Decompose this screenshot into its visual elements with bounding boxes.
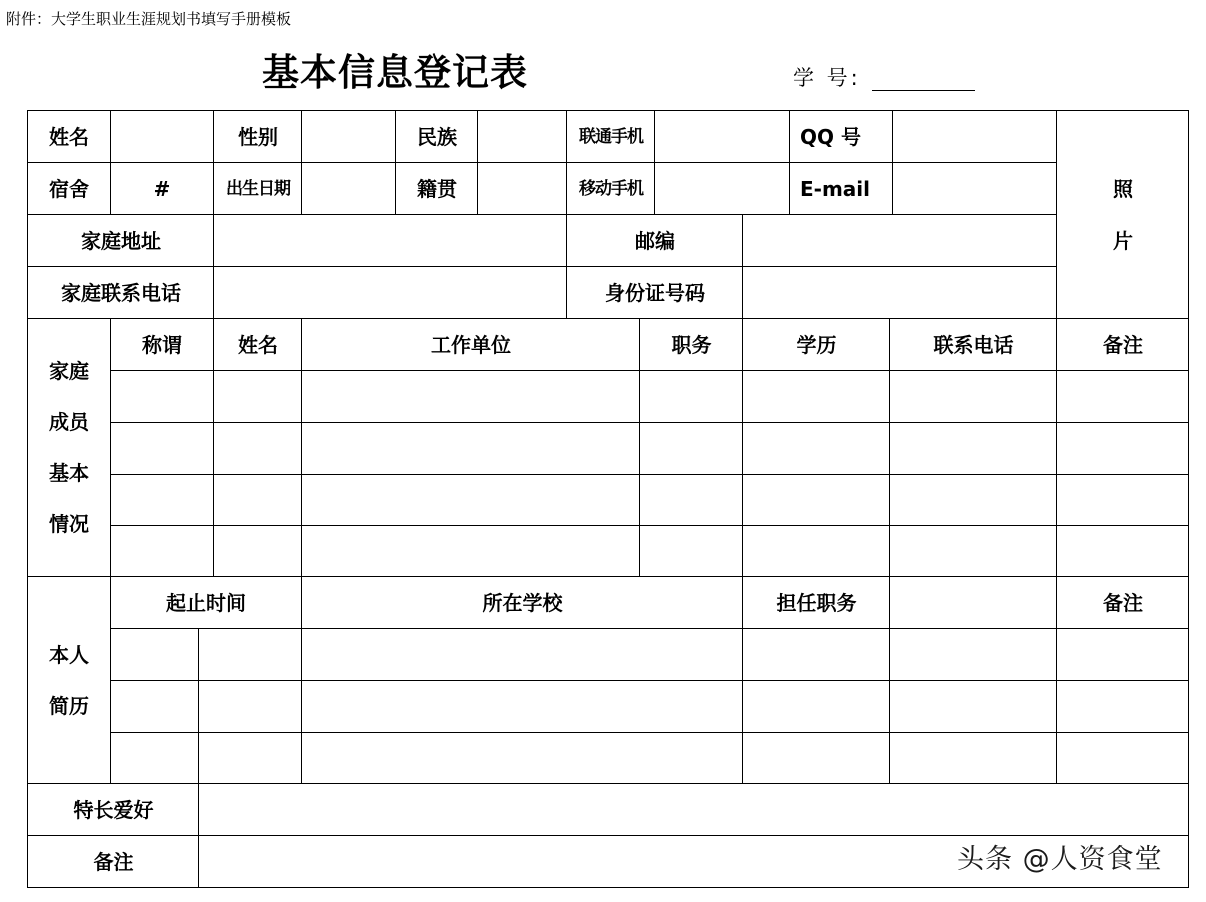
dorm-hash: # <box>153 177 171 201</box>
gender-label: 性别 <box>238 125 278 149</box>
table-line <box>110 318 111 783</box>
table-line <box>110 110 111 214</box>
name-label: 姓名 <box>49 125 89 149</box>
watermark-text: 头条 @人资食堂 <box>957 844 1163 875</box>
table-line <box>27 162 1057 163</box>
table-line <box>889 318 890 783</box>
resume-header-school: 所在学校 <box>482 591 563 615</box>
table-line <box>27 110 1189 111</box>
resume-section-label <box>28 577 110 784</box>
table-line <box>27 576 1189 577</box>
resume-header-position: 担任职务 <box>776 591 857 615</box>
table-line <box>198 783 199 887</box>
table-line <box>27 835 1189 836</box>
family-header-employer: 工作单位 <box>431 333 511 357</box>
photo-label <box>1057 163 1189 267</box>
table-line <box>110 525 1189 526</box>
remarks-label: 备注 <box>93 850 134 874</box>
document-caption: 附件：大学生职业生涯规划书填写手册模板 <box>6 10 292 28</box>
home-address-label: 家庭地址 <box>81 229 161 253</box>
unicom-phone-label: 联通手机 <box>579 126 643 147</box>
family-header-remarks: 备注 <box>1103 333 1143 357</box>
family-label-line-1: 家庭 <box>49 359 89 383</box>
family-label-line-4: 情况 <box>49 512 89 536</box>
postcode-label: 邮编 <box>635 229 675 253</box>
table-line <box>110 680 1189 681</box>
table-line <box>198 628 199 783</box>
ethnicity-label: 民族 <box>417 125 457 149</box>
student-id-blank[interactable] <box>872 90 975 91</box>
table-line <box>27 887 1189 888</box>
table-line <box>395 110 396 214</box>
resume-label-line-2: 简历 <box>49 693 89 718</box>
id-number-label: 身份证号码 <box>605 281 705 305</box>
table-line <box>27 318 1189 319</box>
table-line <box>566 110 567 214</box>
table-line <box>742 214 743 318</box>
photo-label-line-2: 片 <box>1113 229 1133 253</box>
table-line <box>1056 318 1057 783</box>
table-line <box>301 318 302 783</box>
table-line <box>1056 110 1057 318</box>
table-line <box>27 110 28 888</box>
table-line <box>110 628 1189 629</box>
table-line <box>1188 110 1189 888</box>
table-line <box>892 110 893 214</box>
family-header-relation: 称谓 <box>142 333 182 357</box>
table-line <box>654 110 655 214</box>
family-header-position: 职务 <box>671 333 712 357</box>
table-line <box>27 214 1057 215</box>
table-line <box>213 318 214 576</box>
qq-label: QQ 号 <box>800 125 861 149</box>
table-line <box>27 266 1057 267</box>
table-line <box>27 783 1189 784</box>
resume-header-period: 起止时间 <box>166 591 246 615</box>
resume-header-remarks: 备注 <box>1103 591 1143 615</box>
family-header-name: 姓名 <box>238 333 278 357</box>
table-line <box>213 110 214 214</box>
table-line <box>789 110 790 214</box>
family-header-education: 学历 <box>796 333 837 357</box>
dorm-label: 宿舍 <box>49 177 89 201</box>
family-section-label <box>28 319 110 577</box>
family-header-phone: 联系电话 <box>933 333 1014 357</box>
table-line <box>213 214 214 318</box>
native-place-label: 籍贯 <box>417 177 457 201</box>
resume-label-line-1: 本人 <box>49 642 89 667</box>
form-title: 基本信息登记表 <box>262 51 528 94</box>
home-phone-label: 家庭联系电话 <box>61 281 181 305</box>
mobile-phone-label: 移动手机 <box>579 178 643 199</box>
table-line <box>742 318 743 783</box>
birth-date-label: 出生日期 <box>226 178 290 199</box>
family-label-line-3: 基本 <box>49 461 89 485</box>
table-line <box>110 370 1189 371</box>
table-line <box>566 214 567 318</box>
table-line <box>110 732 1189 733</box>
photo-label-line-1: 照 <box>1113 177 1133 201</box>
table-line <box>477 110 478 214</box>
table-line <box>639 318 640 576</box>
email-label: E-mail <box>800 177 871 201</box>
table-line <box>110 474 1189 475</box>
table-line <box>110 422 1189 423</box>
family-label-line-2: 成员 <box>49 410 89 434</box>
student-id-label: 学 号: <box>793 66 861 90</box>
hobbies-label: 特长爱好 <box>73 798 154 822</box>
table-line <box>301 110 302 214</box>
